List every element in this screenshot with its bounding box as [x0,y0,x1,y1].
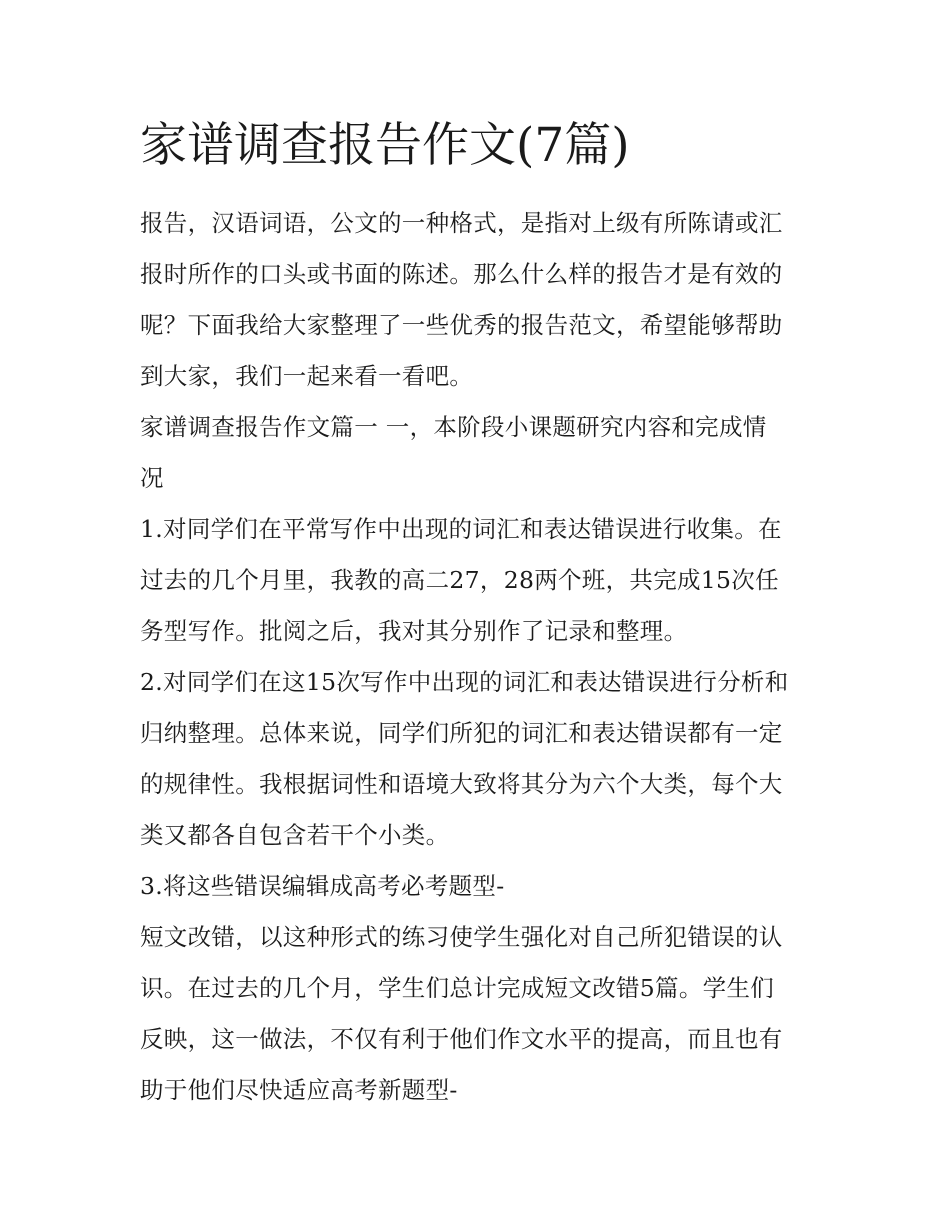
paragraph-intro [140,198,815,402]
text-line: 报告，汉语词语，公文的一种格式，是指对上级有所陈请或汇 [140,209,783,237]
text-line: 短文改错，以这种形式的练习使学生强化对自己所犯错误的认 [140,923,783,951]
text-line: 1.对同学们在平常写作中出现的词汇和表达错误进行收集。在 [140,515,782,543]
document-title: 家谱调查报告作文(7篇) [140,118,630,173]
paragraph-item-3-continued [140,912,815,1116]
document-page [140,112,815,1116]
text-line: 到大家，我们一起来看一看吧。 [140,362,474,390]
text-line: 的规律性。我根据词性和语境大致将其分为六个大类，每个大 [140,770,783,798]
text-line: 报时所作的口头或书面的陈述。那么什么样的报告才是有效的 [140,260,783,288]
text-line: 2.对同学们在这15次写作中出现的词汇和表达错误进行分析和 [140,668,789,696]
paragraph-section-heading [140,402,815,504]
text-line: 过去的几个月里，我教的高二27，28两个班，共完成15次任 [140,566,779,594]
text-line: 家谱调查报告作文篇一 一，本阶段小课题研究内容和完成情 [140,413,767,441]
text-line: 归纳整理。总体来说，同学们所犯的词汇和表达错误都有一定 [140,719,783,747]
text-line: 呢？下面我给大家整理了一些优秀的报告范文，希望能够帮助 [140,311,783,339]
text-line: 3.将这些错误编辑成高考必考题型- [140,872,505,900]
text-line: 况 [140,464,164,492]
paragraph-item-2 [140,657,815,861]
paragraph-item-3 [140,861,815,912]
text-line: 反映，这一做法，不仅有利于他们作文水平的提高，而且也有 [140,1025,783,1053]
text-line: 助于他们尽快适应高考新题型- [140,1076,458,1104]
paragraph-item-1 [140,504,815,657]
text-line: 识。在过去的几个月，学生们总计完成短文改错5篇。学生们 [140,974,775,1002]
text-line: 务型写作。批阅之后，我对其分别作了记录和整理。 [140,617,688,645]
text-line: 类又都各自包含若干个小类。 [140,821,450,849]
